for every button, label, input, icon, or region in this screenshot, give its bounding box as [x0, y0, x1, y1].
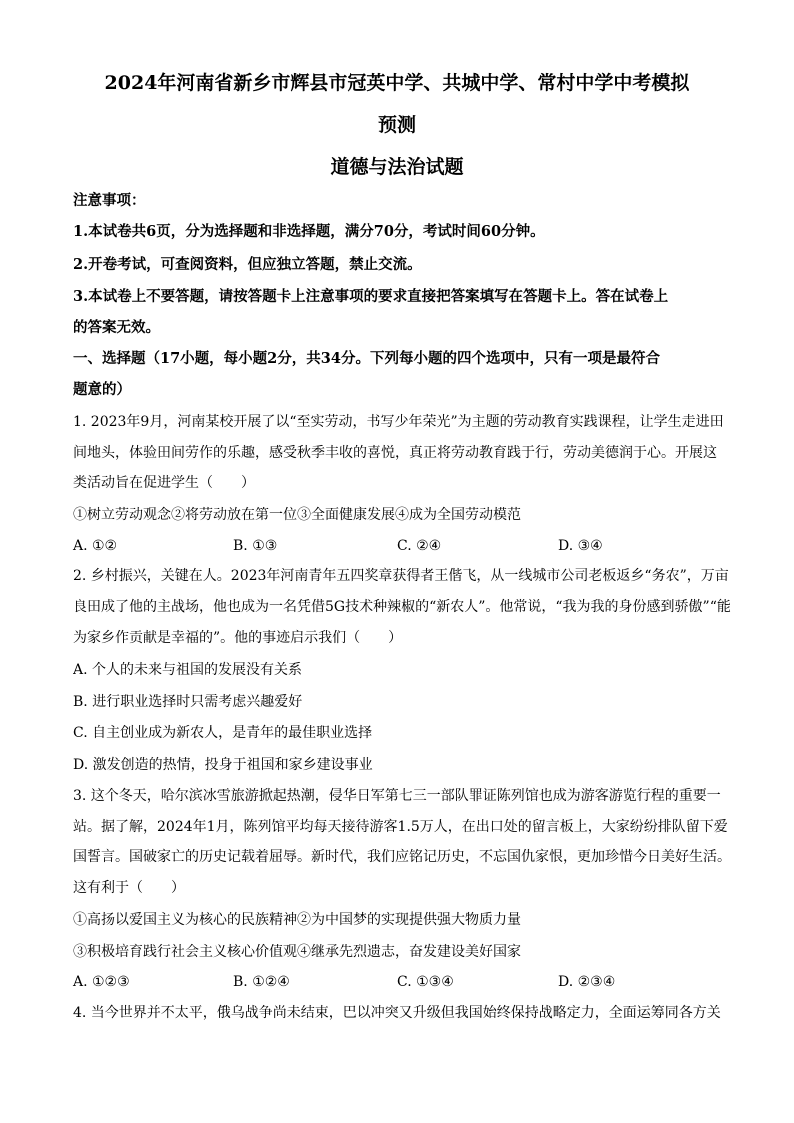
question-2-line1: 2. 乡村振兴，关键在人。2023年河南青年五四奖章获得者王偕飞，从一线城市公司老板返乡“务农”，万亩	[73, 568, 729, 584]
notice-item-1: 1.本试卷共6页，分为选择题和非选择题，满分70分，考试时间60分钟。	[73, 223, 545, 240]
exam-title-line2: 预测	[377, 114, 416, 136]
question-3-statements-2: ③积极培育践行社会主义核心价值观④继承先烈遗志，奋发建设美好国家	[73, 944, 521, 960]
notice-item-3-line2: 的答案无效。	[73, 319, 160, 336]
question-3-line3: 国誓言。国破家亡的历史记载着屈辱。新时代，我们应铭记历史，不忘国仇家恨，更加珍惜今日美好生活。	[73, 849, 731, 865]
question-1-line1: 1. 2023年9月，河南某校开展了以“至实劳动，书写少年荣光”为主题的劳动教育实践课程，让学生走进田	[73, 414, 724, 430]
section-heading-line2: 题意的）	[73, 381, 131, 398]
question-3-option-a[interactable]: A. ①②③	[73, 974, 130, 990]
exam-title-line1: 2024年河南省新乡市辉县市冠英中学、共城中学、常村中学中考模拟	[104, 72, 690, 94]
question-1-option-b[interactable]: B. ①③	[233, 538, 278, 554]
question-1-option-d[interactable]: D. ③④	[558, 538, 603, 554]
question-1-statements: ①树立劳动观念②将劳动放在第一位③全面健康发展④成为全国劳动模范	[73, 507, 521, 523]
question-2-option-a[interactable]: A. 个人的未来与祖国的发展没有关系	[73, 662, 303, 678]
notice-item-3-line1: 3.本试卷上不要答题，请按答题卡上注意事项的要求直接把答案填写在答题卡上。答在试卷上	[73, 288, 669, 305]
question-2-line3: 为家乡作贡献是幸福的”。他的事迹启示我们（ ）	[73, 630, 403, 646]
question-3-statements-1: ①高扬以爱国主义为核心的民族精神②为中国梦的实现提供强大物质力量	[73, 912, 521, 928]
question-4-line1: 4. 当今世界并不太平，俄乌战争尚未结束，巴以冲突又升级但我国始终保持战略定力，全面运筹同各方关	[73, 1005, 721, 1021]
question-1-option-c[interactable]: C. ②④	[397, 538, 442, 554]
question-3-line2: 站。据了解，2024年1月，陈列馆平均每天接待游客1.5万人，在出口处的留言板上，大家纷纷排队留下爱	[73, 819, 728, 835]
notice-item-2: 2.开卷考试，可查阅资料，但应独立答题，禁止交流。	[73, 256, 422, 273]
notice-heading: 注意事项：	[73, 192, 146, 209]
question-2-option-c[interactable]: C. 自主创业成为新农人，是青年的最佳职业选择	[73, 725, 373, 741]
question-3-option-c[interactable]: C. ①③④	[397, 974, 454, 990]
question-1-line2: 间地头，体验田间劳作的乐趣，感受秋季丰收的喜悦，真正将劳动教育践于行，劳动美德润于心。开展这	[73, 445, 717, 461]
question-2-option-b[interactable]: B. 进行职业选择时只需考虑兴趣爱好	[73, 694, 303, 710]
question-3-option-d[interactable]: D. ②③④	[558, 974, 616, 990]
section-heading-line1: 一、选择题（17小题，每小题2分，共34分。下列每小题的四个选项中，只有一项是最符合	[73, 350, 660, 367]
exam-subject-title: 道德与法治试题	[330, 156, 464, 178]
question-3-option-b[interactable]: B. ①②④	[233, 974, 290, 990]
question-1-line3: 类活动旨在促进学生（ ）	[73, 475, 255, 491]
question-2-option-d[interactable]: D. 激发创造的热情，投身于祖国和家乡建设事业	[73, 757, 373, 773]
question-3-line1: 3. 这个冬天，哈尔滨冰雪旅游掀起热潮，侵华日军第七三一部队罪证陈列馆也成为游客游览行程的重要一	[73, 788, 721, 804]
question-2-line2: 良田成了他的主战场，他也成为一名凭借5G技术种辣椒的“新农人”。他常说，“我为我的身份感到骄傲”“能	[73, 599, 731, 615]
question-1-option-a[interactable]: A. ①②	[73, 538, 118, 554]
question-3-line4: 这有利于（ ）	[73, 880, 185, 896]
